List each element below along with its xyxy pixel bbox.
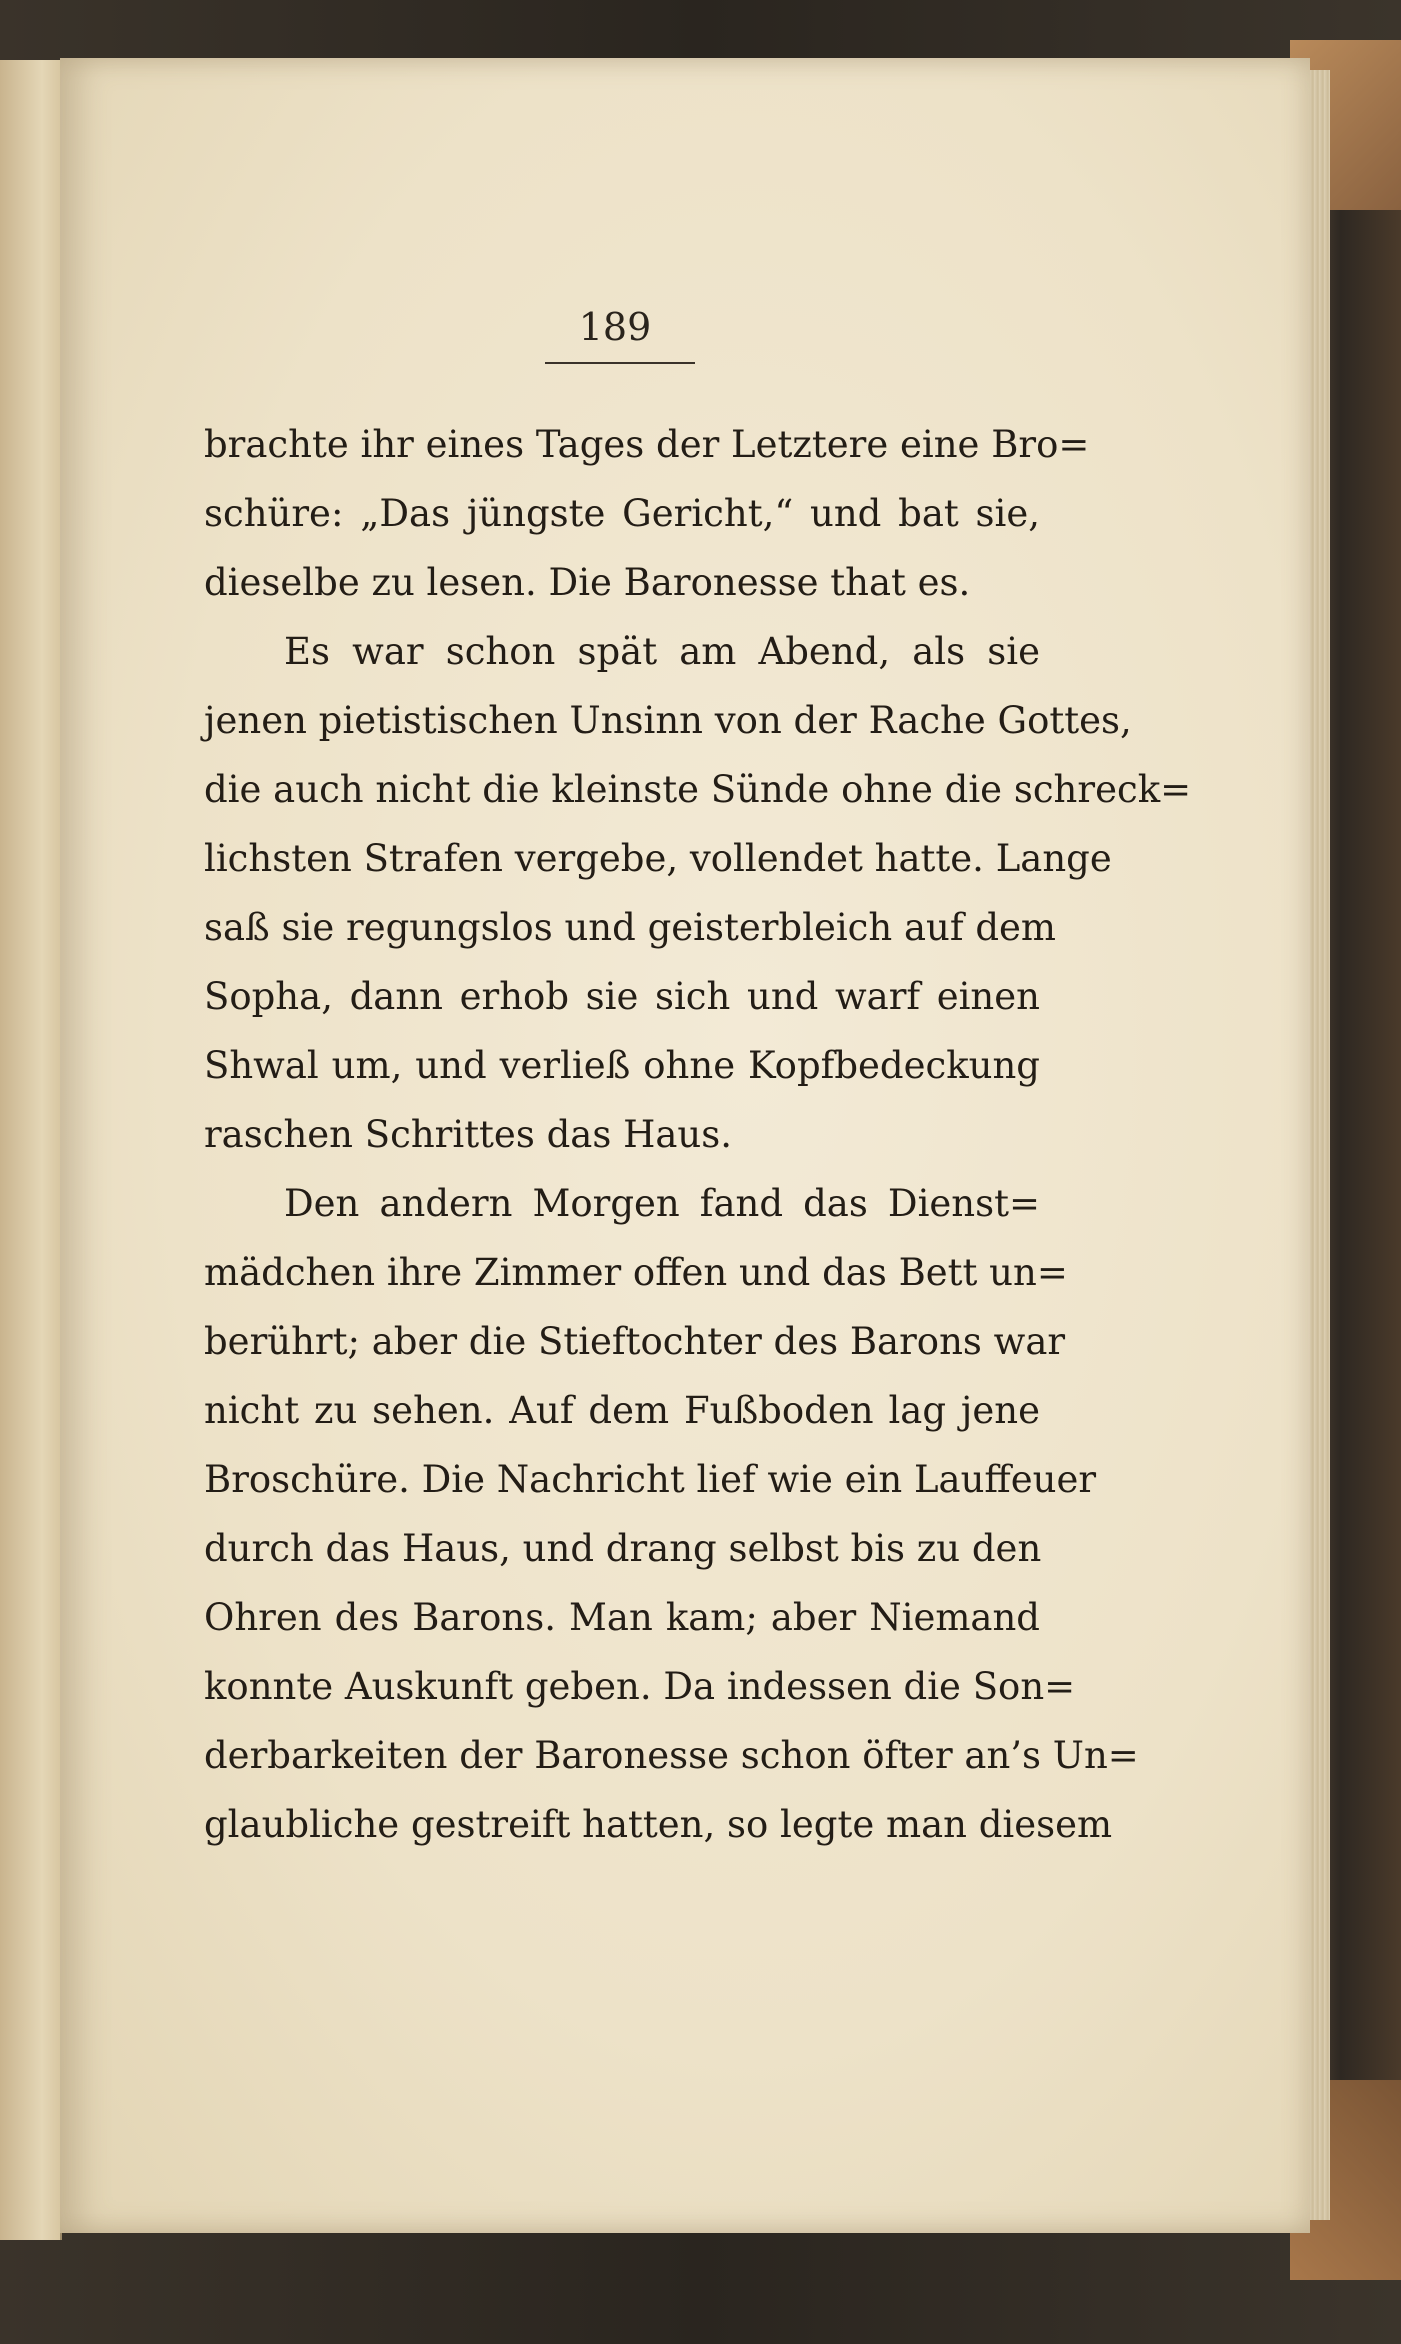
text-line: lichsten Strafen vergebe, vollendet hatte. Lange (204, 837, 1112, 880)
text-line: brachte ihr eines Tages der Letztere eine Bro= (204, 423, 1090, 466)
page-number: 189 (578, 305, 652, 349)
text-line: Ohren des Barons. Man kam; aber Niemand (204, 1596, 1040, 1639)
text-line: berührt; aber die Stieftochter des Barons war (204, 1320, 1066, 1363)
text-line: Den andern Morgen fand das Dienst= (284, 1182, 1040, 1225)
text-line: dieselbe zu lesen. Die Baronesse that es. (204, 561, 971, 604)
text-line: glaubliche gestreift hatten, so legte man diesem (204, 1803, 1113, 1846)
text-line: raschen Schrittes das Haus. (204, 1113, 732, 1156)
text-line: Shwal um, und verließ ohne Kopfbedeckung (204, 1044, 1040, 1087)
text-line: mädchen ihre Zimmer offen und das Bett un= (204, 1251, 1068, 1294)
header-rule (545, 362, 695, 364)
text-line: die auch nicht die kleinste Sünde ohne die schreck= (204, 768, 1192, 811)
text-line: derbarkeiten der Baronesse schon öfter an’s Un= (204, 1734, 1139, 1777)
text-line: nicht zu sehen. Auf dem Fußboden lag jene (204, 1389, 1040, 1432)
text-line: Broschüre. Die Nachricht lief wie ein Lauffeuer (204, 1458, 1097, 1501)
text-line: jenen pietistischen Unsinn von der Rache Gottes, (204, 699, 1132, 742)
text-line: Es war schon spät am Abend, als sie (284, 630, 1040, 673)
text-line: konnte Auskunft geben. Da indessen die Son= (204, 1665, 1076, 1708)
text-line: durch das Haus, und drang selbst bis zu den (204, 1527, 1042, 1570)
text-line: Sopha, dann erhob sie sich und warf einen (204, 975, 1040, 1018)
text-line: schüre: „Das jüngste Gericht,“ und bat sie, (204, 492, 1040, 535)
body-text (204, 410, 1192, 1859)
text-line: saß sie regungslos und geisterbleich auf dem (204, 906, 1056, 949)
facing-page-edge (0, 60, 62, 2240)
